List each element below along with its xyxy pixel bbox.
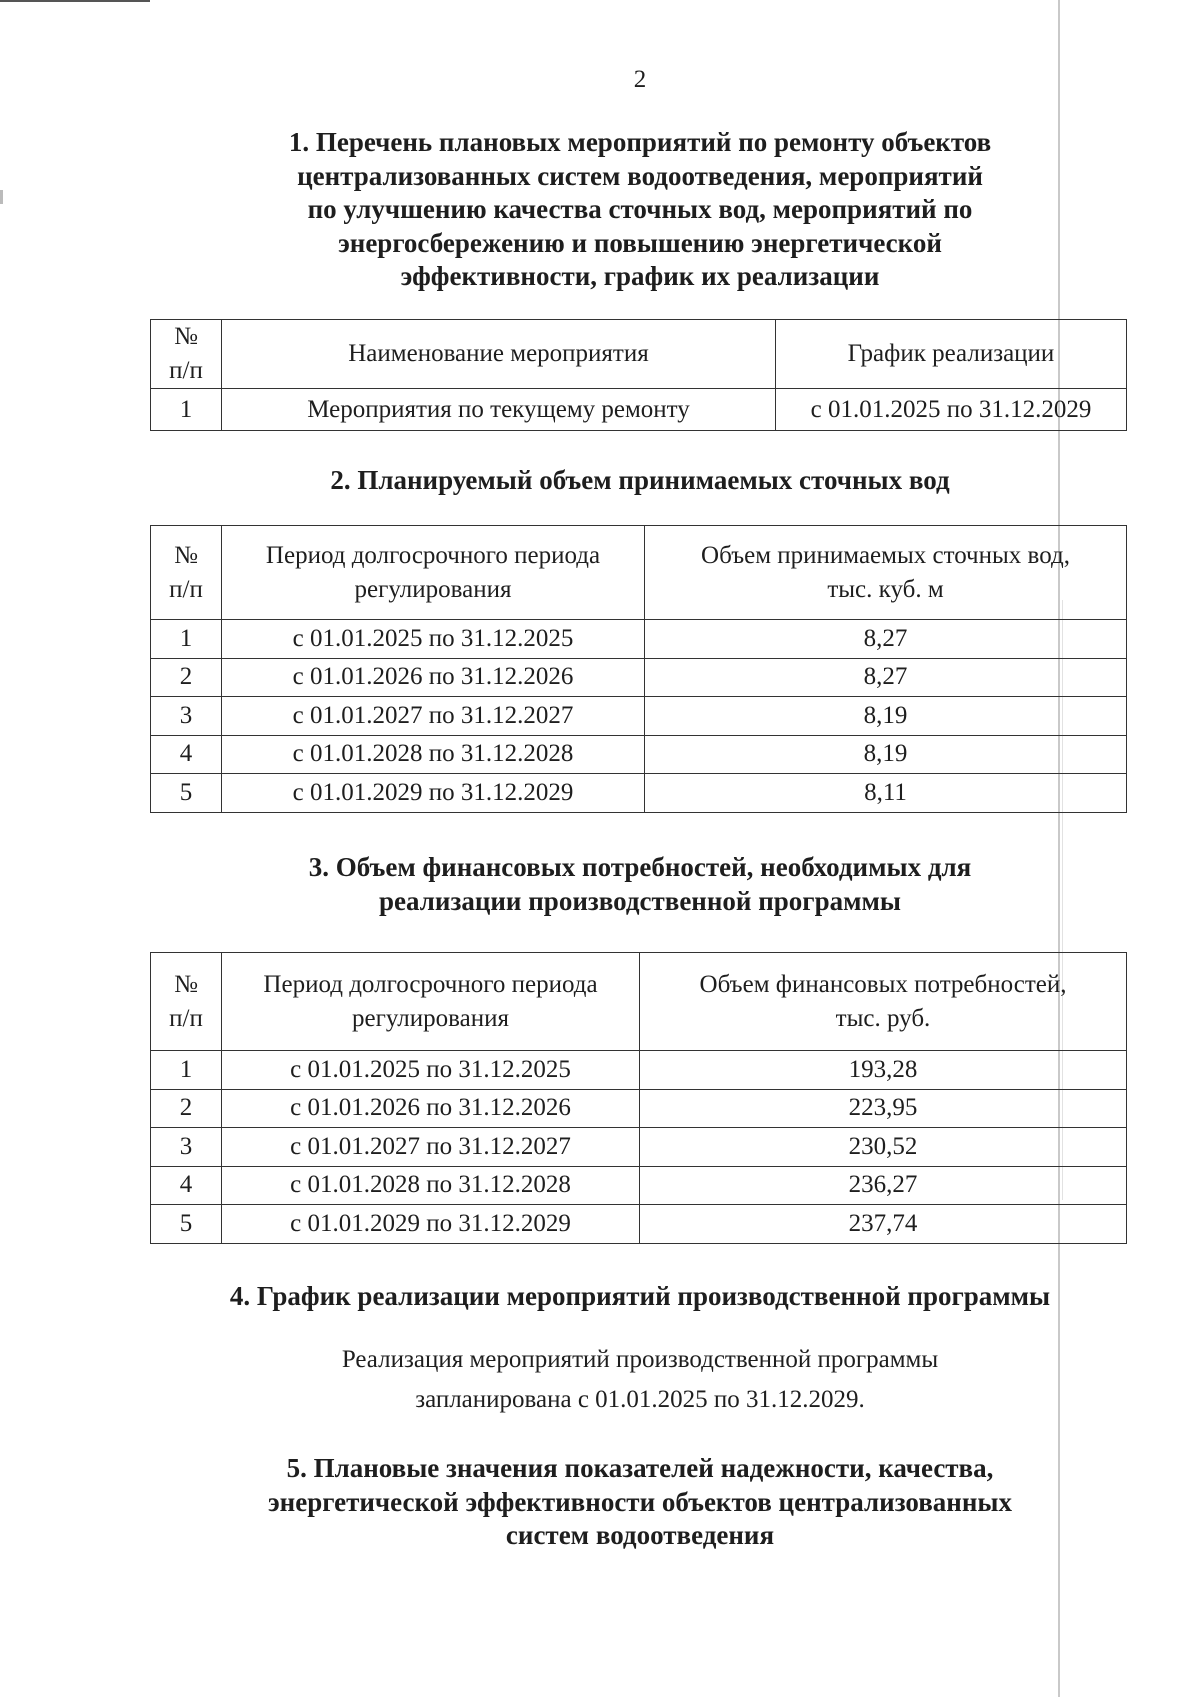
heading-line: систем водоотведения (505, 1520, 775, 1550)
heading-line: по улучшению качества сточных вод, мероприятий по (307, 194, 973, 224)
cell-period: с 01.01.2029 по 31.12.2029 (222, 774, 645, 813)
table-row (151, 620, 1127, 659)
section-3-heading (160, 851, 1120, 918)
table-row (151, 1205, 1127, 1244)
header-number: № п/п (151, 320, 222, 389)
events-table (150, 319, 1127, 431)
heading-line: 4. График реализации мероприятий производственной программы (229, 1281, 1051, 1311)
cell-financial-needs: 193,28 (640, 1051, 1127, 1090)
cell-number: 1 (151, 620, 222, 659)
cell-period: с 01.01.2026 по 31.12.2026 (222, 658, 645, 697)
cell-period: с 01.01.2028 по 31.12.2028 (222, 1166, 640, 1205)
cell-volume: 8,19 (645, 697, 1127, 736)
table-row (151, 658, 1127, 697)
heading-line: реализации производственной программы (379, 885, 901, 916)
cell-number: 5 (151, 774, 222, 813)
table-row (151, 774, 1127, 813)
table-row (151, 389, 1127, 431)
cell-number: 1 (151, 1051, 222, 1090)
table-header-row (151, 953, 1127, 1051)
paragraph-line: запланирована с 01.01.2025 по 31.12.2029. (415, 1386, 865, 1413)
heading-line: 2. Планируемый объем принимаемых сточных вод (330, 465, 950, 495)
header-volume: Объем принимаемых сточных вод, тыс. куб. м (645, 526, 1127, 620)
cell-schedule: с 01.01.2025 по 31.12.2029 (776, 389, 1127, 431)
table-header-row (151, 320, 1127, 389)
scan-artifact-left (0, 190, 3, 204)
heading-line: энергетической эффективности объектов централизованных (267, 1486, 1012, 1517)
cell-period: с 01.01.2025 по 31.12.2025 (222, 1051, 640, 1090)
cell-financial-needs: 236,27 (640, 1166, 1127, 1205)
cell-number: 3 (151, 1128, 222, 1167)
page-number: 2 (633, 66, 647, 93)
cell-financial-needs: 230,52 (640, 1128, 1127, 1167)
cell-number: 3 (151, 697, 222, 736)
heading-line: 3. Объем финансовых потребностей, необходимых для (308, 852, 972, 882)
cell-number: 5 (151, 1205, 222, 1244)
cell-number: 1 (151, 389, 222, 431)
cell-period: с 01.01.2026 по 31.12.2026 (222, 1089, 640, 1128)
scan-artifact-top (0, 0, 150, 2)
cell-period: с 01.01.2025 по 31.12.2025 (222, 620, 645, 659)
cell-period: с 01.01.2028 по 31.12.2028 (222, 735, 645, 774)
heading-line: централизованных систем водоотведения, мероприятий (297, 160, 983, 191)
section-4-heading (130, 1280, 1150, 1314)
heading-line: 5. Плановые значения показателей надежности, качества, (286, 1453, 994, 1483)
cell-number: 4 (151, 735, 222, 774)
wastewater-volume-table (150, 525, 1127, 813)
section-4-paragraph (160, 1340, 1120, 1420)
heading-line: энергосбережению и повышению энергетической (338, 227, 942, 258)
cell-volume: 8,11 (645, 774, 1127, 813)
cell-period: с 01.01.2027 по 31.12.2027 (222, 1128, 640, 1167)
heading-line: эффективности, график их реализации (400, 261, 880, 291)
section-1-heading (160, 126, 1120, 294)
header-period: Период долгосрочного периода регулирования (222, 953, 640, 1051)
cell-financial-needs: 237,74 (640, 1205, 1127, 1244)
header-period: Период долгосрочного периода регулирования (222, 526, 645, 620)
cell-event-name: Мероприятия по текущему ремонту (222, 389, 776, 431)
heading-line: 1. Перечень плановых мероприятий по ремонту объектов (288, 127, 992, 157)
header-number: № п/п (151, 526, 222, 620)
cell-number: 2 (151, 658, 222, 697)
section-5-heading (160, 1452, 1120, 1553)
paragraph-line: Реализация мероприятий производственной программы (341, 1346, 939, 1373)
header-number: № п/п (151, 953, 222, 1051)
table-row (151, 1051, 1127, 1090)
cell-period: с 01.01.2027 по 31.12.2027 (222, 697, 645, 736)
section-2-heading (160, 464, 1120, 498)
cell-volume: 8,27 (645, 620, 1127, 659)
cell-number: 4 (151, 1166, 222, 1205)
cell-volume: 8,19 (645, 735, 1127, 774)
cell-volume: 8,27 (645, 658, 1127, 697)
table-row (151, 697, 1127, 736)
table-row (151, 735, 1127, 774)
table-row (151, 1128, 1127, 1167)
table-header-row (151, 526, 1127, 620)
table-row (151, 1166, 1127, 1205)
table-row (151, 1089, 1127, 1128)
cell-financial-needs: 223,95 (640, 1089, 1127, 1128)
cell-number: 2 (151, 1089, 222, 1128)
header-event-name: Наименование мероприятия (222, 320, 776, 389)
financial-needs-table (150, 952, 1127, 1244)
header-schedule: График реализации (776, 320, 1127, 389)
cell-period: с 01.01.2029 по 31.12.2029 (222, 1205, 640, 1244)
header-financial-needs: Объем финансовых потребностей, тыс. руб. (640, 953, 1127, 1051)
